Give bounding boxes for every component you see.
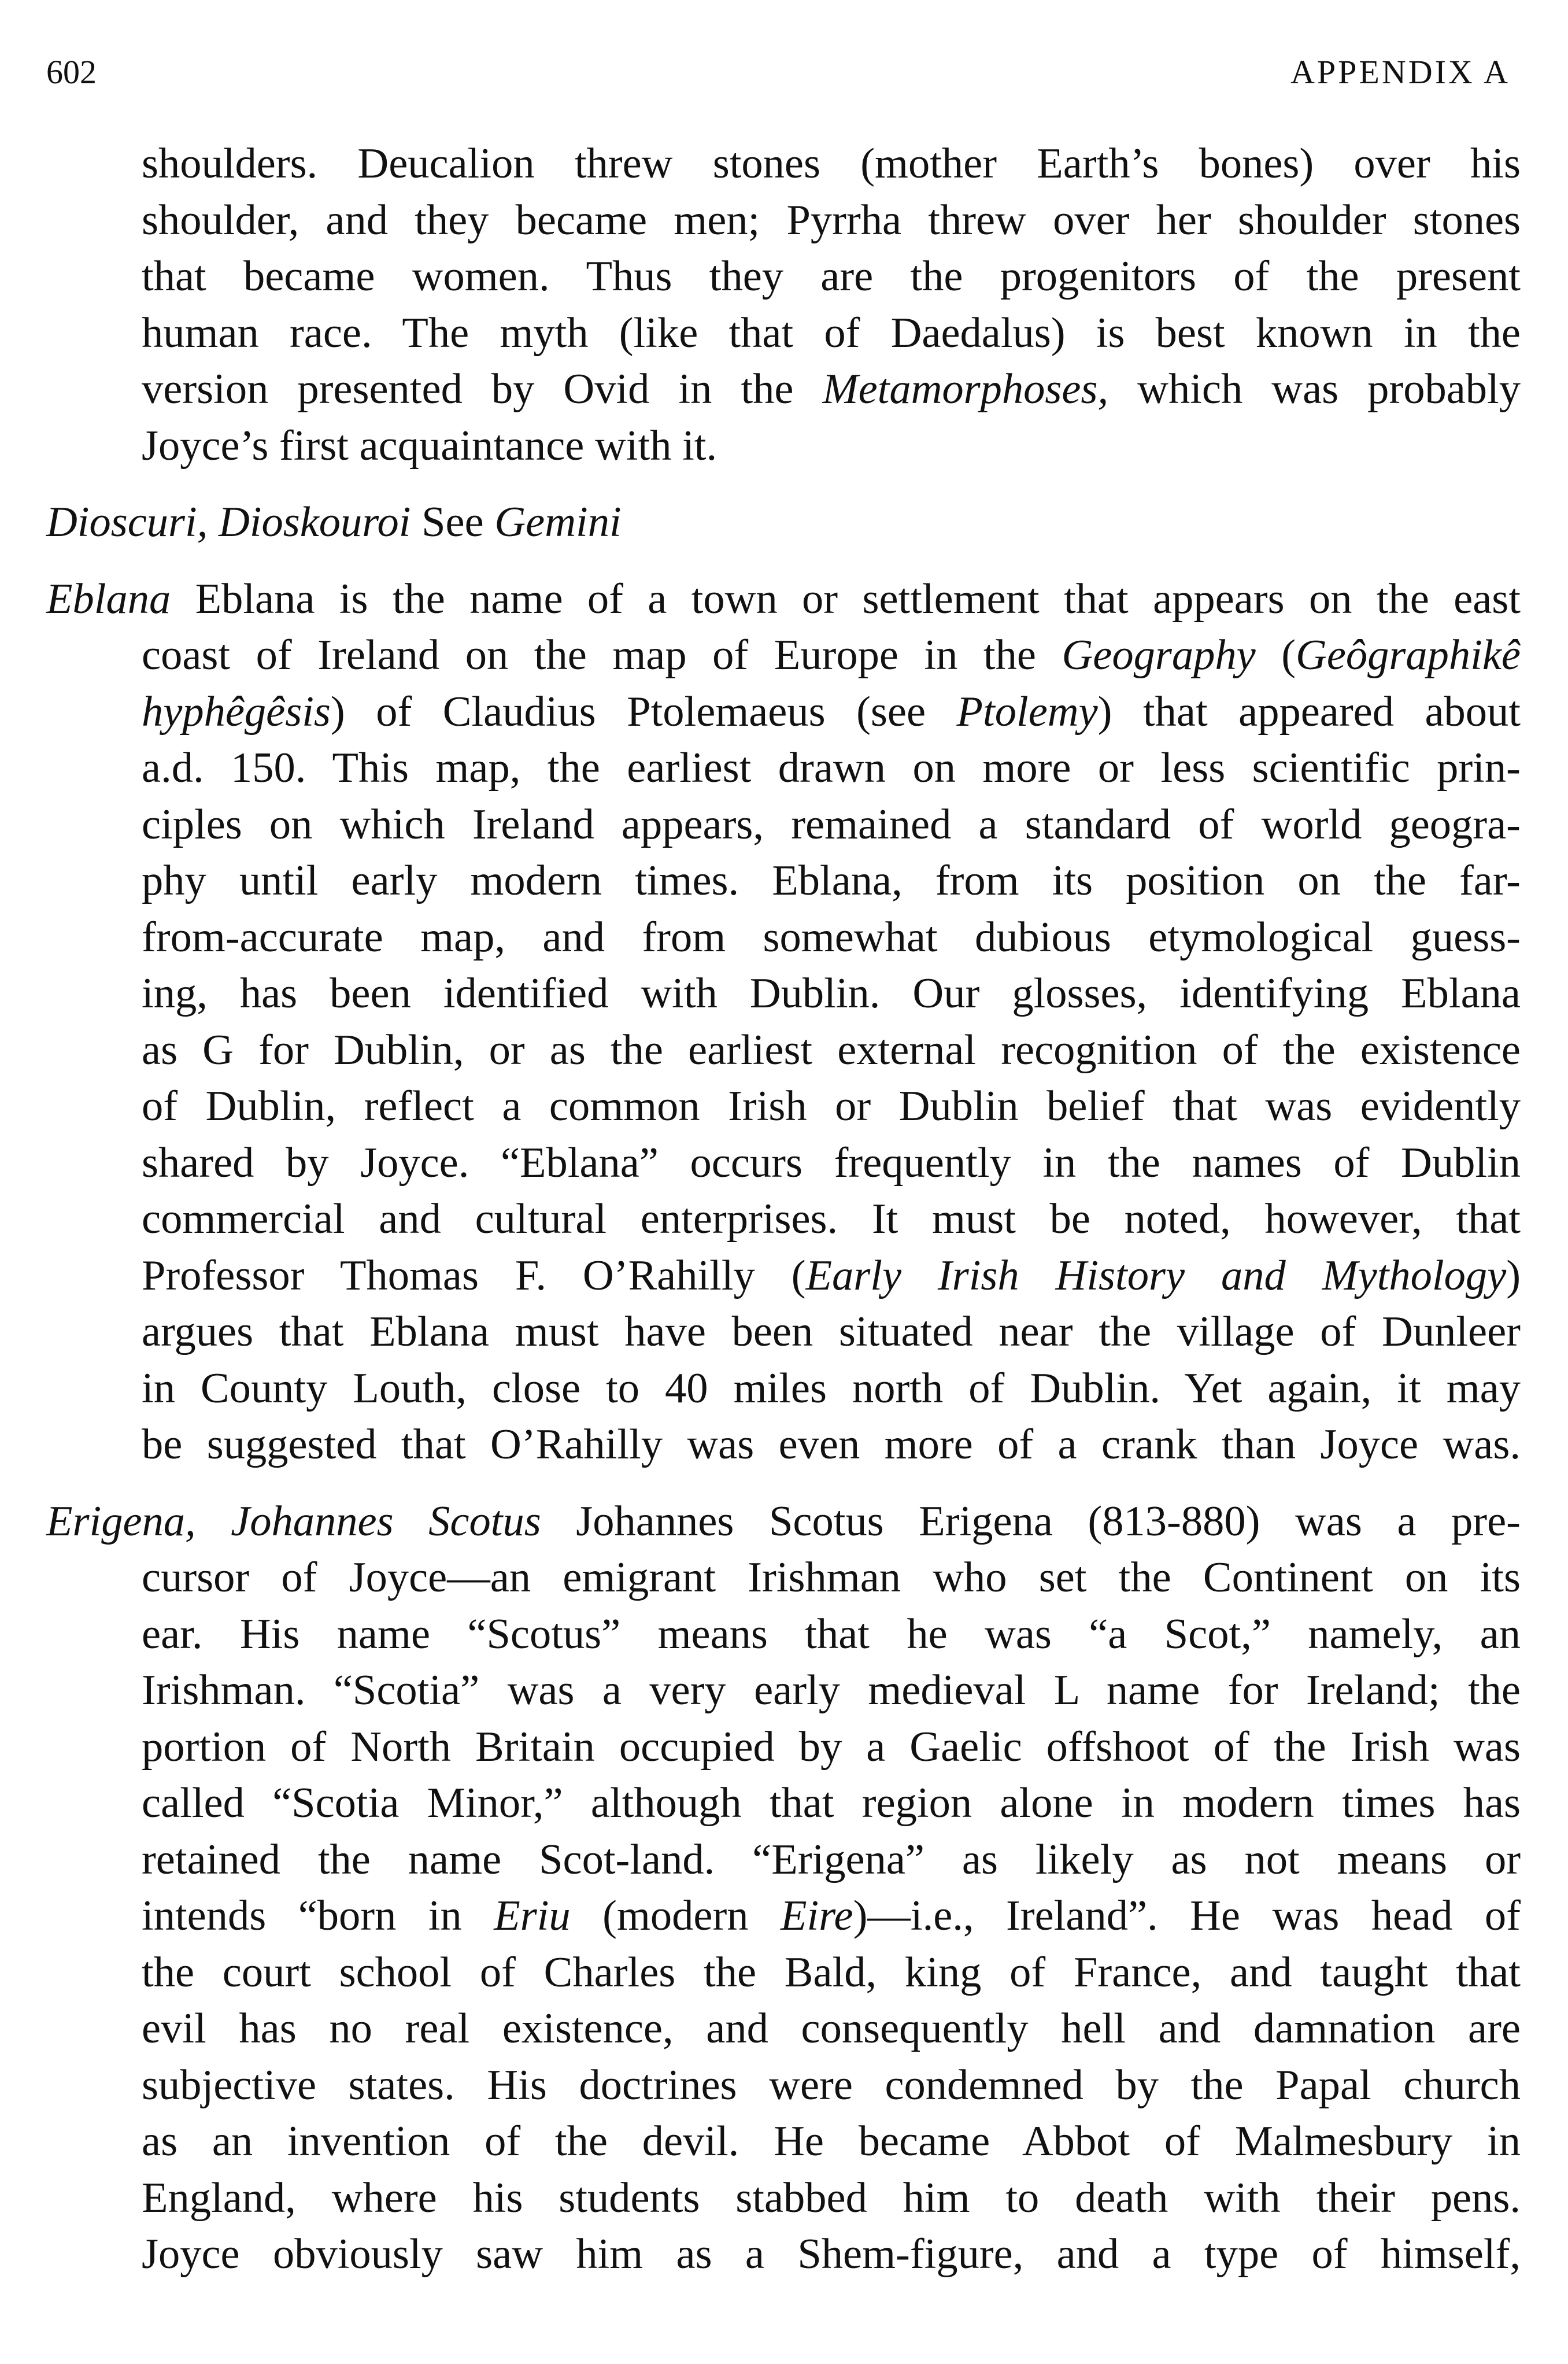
text-run: which was probably	[1108, 365, 1521, 413]
italic-run: Eriu	[494, 1892, 571, 1940]
text-line	[46, 1135, 1521, 1192]
entry-dioscuri	[46, 494, 1521, 551]
text-run: shared by Joyce. “Eblana” occurs frequently in the names of Dublin	[142, 1139, 1521, 1187]
text-line	[46, 1078, 1521, 1135]
text-line	[46, 797, 1521, 854]
text-run: in County Louth, close to 40 miles north of Dublin. Yet again, it may	[142, 1364, 1521, 1412]
text-line	[46, 2001, 1521, 2058]
text-run: subjective states. His doctrines were condemned by the Papal church	[142, 2061, 1521, 2109]
text-run: Joyce’s first acquaintance with it.	[142, 422, 718, 470]
text-line	[46, 2114, 1521, 2170]
text-run: intends “born in	[142, 1892, 494, 1940]
text-run: ) of Claudius Ptolemaeus (see	[330, 688, 957, 736]
running-head	[46, 49, 1522, 95]
text-run: (	[1255, 631, 1296, 679]
entry-eblana	[46, 571, 1521, 628]
text-run: England, where his students stabbed him to death with their pens.	[142, 2174, 1521, 2222]
text-run: the court school of Charles the Bald, king of France, and taught that	[142, 1948, 1521, 1996]
text-run: that became women. Thus they are the progenitors of the present	[142, 253, 1521, 300]
text-line	[46, 1191, 1521, 1248]
text-line	[46, 136, 1521, 193]
italic-run: hyphêgêsis	[142, 688, 331, 736]
italic-run: Dioscuri, Dioskouroi	[46, 498, 411, 546]
text-line	[46, 1775, 1521, 1832]
text-run: from-accurate map, and from somewhat dubious etymological guess-	[142, 913, 1521, 961]
text-line	[46, 193, 1521, 249]
text-run: (modern	[570, 1892, 781, 1940]
text-line	[46, 2226, 1521, 2283]
text-line	[46, 1719, 1521, 1776]
text-line	[46, 1022, 1521, 1079]
text-run: Eblana is the name of a town or settlement that appears on the east	[171, 575, 1521, 623]
italic-run: Ptolemy	[956, 688, 1098, 736]
text-line	[46, 853, 1521, 910]
text-run: See	[411, 498, 495, 546]
text-line	[46, 684, 1521, 741]
italic-run: Gemini	[494, 498, 622, 546]
text-run: evil has no real existence, and consequently hell and damnation are	[142, 2005, 1521, 2052]
text-line	[46, 1417, 1521, 1473]
text-run: a.d. 150. This map, the earliest drawn on more or less scientific prin-	[142, 744, 1521, 792]
text-line	[46, 966, 1521, 1022]
text-run: argues that Eblana must have been situated near the village of Dunleer	[142, 1308, 1521, 1355]
text-line	[46, 627, 1521, 684]
text-run: be suggested that O’Rahilly was even more of a crank than Joyce was.	[142, 1421, 1521, 1468]
text-line	[46, 1304, 1521, 1361]
text-run: phy until early modern times. Eblana, from its position on the far-	[142, 857, 1521, 904]
text-line	[46, 2058, 1521, 2114]
text-line	[46, 1550, 1521, 1606]
italic-run: Geôgraphikê	[1296, 631, 1521, 679]
text-line	[46, 1663, 1521, 1719]
text-run: Johannes Scotus Erigena (813-880) was a pre-	[541, 1497, 1521, 1545]
italic-run: Eblana	[46, 575, 171, 623]
text-run: commercial and cultural enterprises. It must be noted, however, that	[142, 1195, 1521, 1243]
text-line	[46, 740, 1521, 797]
italic-run: Geography	[1062, 631, 1256, 679]
text-run: as G for Dublin, or as the earliest external recognition of the existence	[142, 1026, 1521, 1074]
text-run: coast of Ireland on the map of Europe in the	[142, 631, 1062, 679]
text-run: )	[1506, 1251, 1521, 1299]
text-line	[46, 910, 1521, 966]
text-run: human race. The myth (like that of Daedalus) is best known in the	[142, 309, 1521, 357]
text-run: retained the name Scot-land. “Erigena” as likely as not means or	[142, 1835, 1521, 1883]
text-run: of Dublin, reflect a common Irish or Dublin belief that was evidently	[142, 1083, 1521, 1130]
text-run: shoulder, and they became men; Pyrrha threw over her shoulder stones	[142, 196, 1521, 244]
entry-erigena	[46, 1494, 1521, 1550]
glossary-body	[46, 136, 1521, 2283]
text-run: version presented by Ovid in the	[142, 365, 823, 413]
text-run: Irishman. “Scotia” was a very early medieval L name for Ireland; the	[142, 1667, 1521, 1714]
text-run: cursor of Joyce—an emigrant Irishman who set the Continent on its	[142, 1554, 1521, 1601]
text-line	[46, 1945, 1521, 2001]
text-run: Professor Thomas F. O’Rahilly (	[142, 1251, 806, 1299]
text-line	[46, 249, 1521, 305]
text-line	[46, 361, 1521, 418]
italic-run: Erigena, Johannes Scotus	[46, 1497, 541, 1545]
running-title: APPENDIX A	[1290, 53, 1510, 91]
text-line	[46, 2170, 1521, 2227]
text-run: ciples on which Ireland appears, remained a standard of world geogra-	[142, 800, 1521, 848]
text-run: ear. His name “Scotus” means that he was “a Scot,” namely, an	[142, 1610, 1521, 1658]
text-run: portion of North Britain occupied by a Gaelic offshoot of the Irish was	[142, 1723, 1521, 1771]
text-run: shoulders. Deucalion threw stones (mother Earth’s bones) over his	[142, 140, 1521, 187]
page-number: 602	[46, 53, 97, 91]
text-line	[46, 1248, 1521, 1305]
text-run: called “Scotia Minor,” although that region alone in modern times has	[142, 1779, 1521, 1827]
text-line	[46, 1832, 1521, 1889]
text-line	[46, 1606, 1521, 1663]
text-line	[46, 1361, 1521, 1417]
text-run: ) that appeared about	[1097, 688, 1521, 736]
text-run: as an invention of the devil. He became Abbot of Malmesbury in	[142, 2118, 1521, 2165]
italic-run: Eire	[781, 1892, 853, 1940]
text-line	[46, 1888, 1521, 1945]
text-run: )—i.e., Ireland”. He was head of	[853, 1892, 1521, 1940]
text-run: ing, has been identified with Dublin. Our glosses, identifying Eblana	[142, 970, 1521, 1017]
italic-run: Early Irish History and Mythology	[805, 1251, 1507, 1299]
italic-run: Metamorphoses,	[822, 365, 1109, 413]
text-line	[46, 418, 1521, 475]
text-run: Joyce obviously saw him as a Shem-figure, and a type of himself,	[142, 2230, 1521, 2278]
text-line	[46, 305, 1521, 362]
